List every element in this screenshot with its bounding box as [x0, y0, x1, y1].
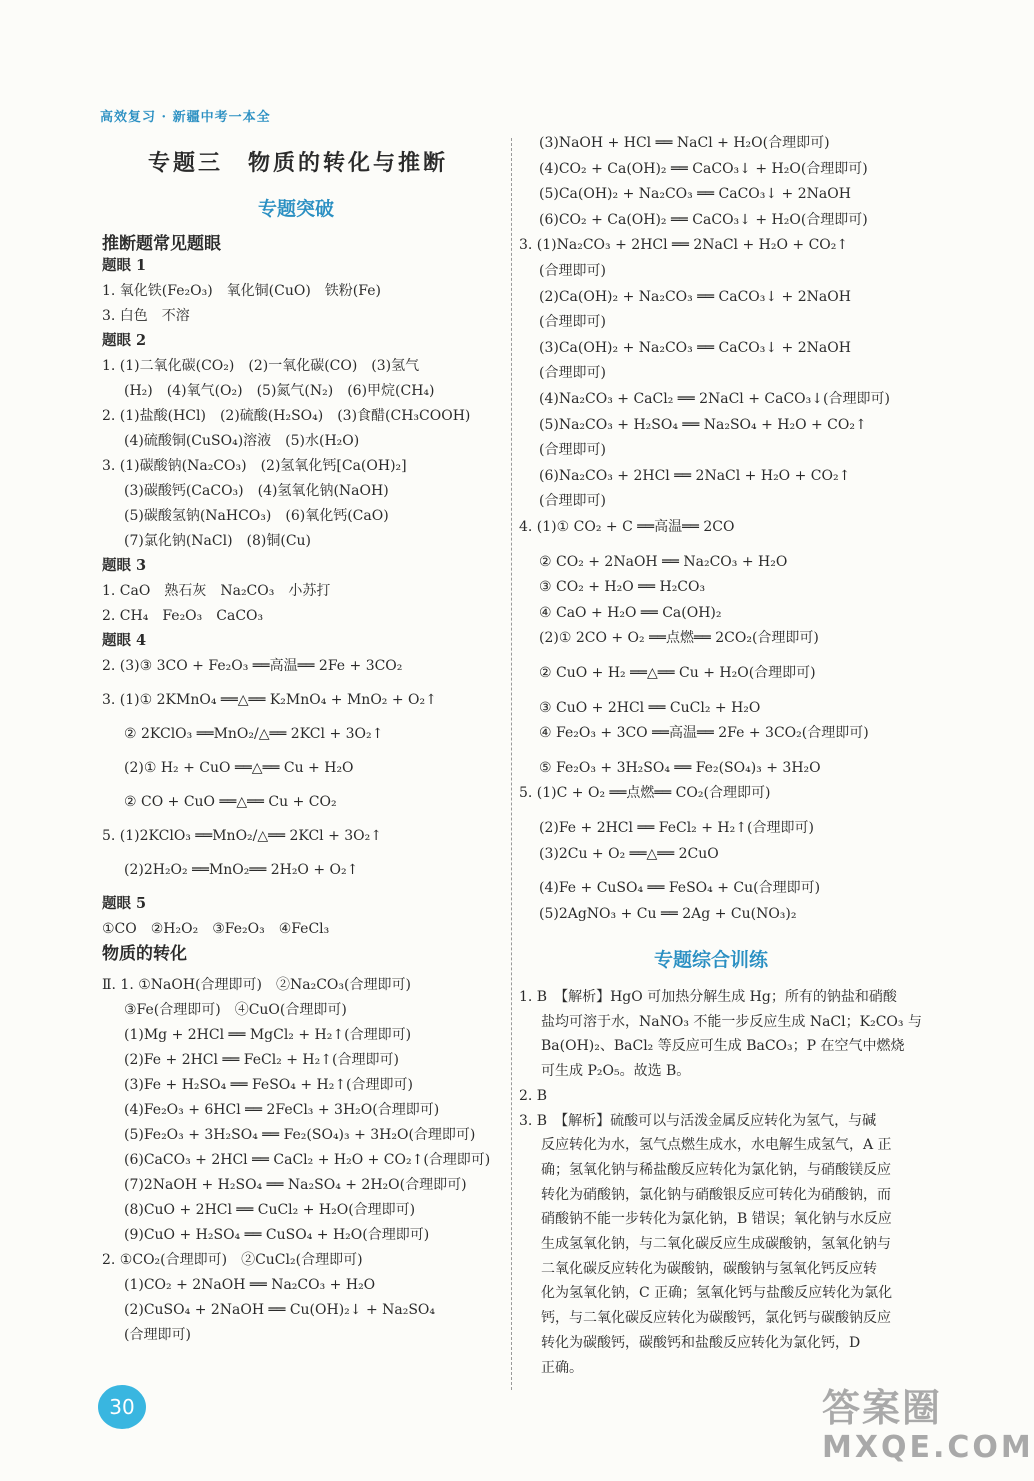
right-lines-item: (6)Na₂CO₃ + 2HCl ══ 2NaCl + H₂O + CO₂↑ — [539, 467, 851, 484]
right-lines-item: (合理即可) — [539, 442, 606, 459]
right-lines-item: ③ CO₂ + H₂O ══ H₂CO₃ — [539, 579, 706, 596]
left-lines-item: Ⅱ. 1. ①NaOH(合理即可) ②Na₂CO₃(合理即可) — [102, 977, 411, 993]
training-lines-item: Ba(OH)₂、BaCl₂ 等反应可生成 BaCO₃；P 在空气中燃烧 — [541, 1038, 905, 1055]
left-lines-item: 5. (1)2KClO₃ ══MnO₂/△══ 2KCl + 3O₂↑ — [102, 828, 382, 844]
left-lines-item: 物质的转化 — [102, 944, 187, 964]
right-lines-item: (合理即可) — [539, 314, 606, 331]
left-lines-item: 1. 氧化铁(Fe₂O₃) 氧化铜(CuO) 铁粉(Fe) — [102, 283, 381, 299]
training-lines-item: 反应转化为水，氢气点燃生成水，水电解生成氢气，A 正 — [541, 1137, 892, 1154]
left-lines-item: 3. 白色 不溶 — [102, 308, 190, 324]
right-lines-item: (4)Na₂CO₃ + CaCl₂ ══ 2NaCl + CaCO₃↓(合理即可) — [539, 391, 890, 407]
training-lines-item: 生成氢氧化钠，与二氧化碳反应生成碳酸钠，氢氧化钠与 — [541, 1236, 891, 1252]
left-lines-item: (5)Fe₂O₃ + 3H₂SO₄ ══ Fe₂(SO₄)₃ + 3H₂O(合理即可) — [124, 1127, 476, 1143]
left-lines-item: (7)2NaOH + H₂SO₄ ══ Na₂SO₄ + 2H₂O(合理即可) — [124, 1177, 467, 1193]
training-lines-item: 硝酸钠不能一步转化为氯化钠，B 错误；氧化钠与水反应 — [541, 1211, 892, 1228]
left-lines-item: 2. CH₄ Fe₂O₃ CaCO₃ — [102, 608, 264, 624]
left-lines-item: (7)氯化钠(NaCl) (8)铜(Cu) — [124, 533, 312, 549]
right-lines-item: (6)CO₂ + Ca(OH)₂ ══ CaCO₃↓ + H₂O(合理即可) — [539, 211, 868, 228]
left-lines-item: (2)2H₂O₂ ══MnO₂══ 2H₂O + O₂↑ — [124, 862, 359, 878]
right-lines-item: ② CuO + H₂ ══△══ Cu + H₂O(合理即可) — [539, 665, 816, 681]
left-lines-item: 2. (1)盐酸(HCl) (2)硫酸(H₂SO₄) (3)食醋(CH₃COOH) — [102, 408, 471, 424]
right-lines-item: ④ CaO + H₂O ══ Ca(OH)₂ — [539, 604, 722, 621]
left-lines-item: ①CO ②H₂O₂ ③Fe₂O₃ ④FeCl₃ — [102, 921, 330, 937]
left-lines-item: (5)碳酸氢钠(NaHCO₃) (6)氧化钙(CaO) — [124, 508, 389, 524]
left-lines-item: 2. ①CO₂(合理即可) ②CuCl₂(合理即可) — [102, 1252, 363, 1268]
right-lines-item: ⑤ Fe₂O₃ + 3H₂SO₄ ══ Fe₂(SO₄)₃ + 3H₂O — [539, 759, 821, 776]
right-lines-item: (合理即可) — [539, 365, 606, 382]
right-lines-item: (5)2AgNO₃ + Cu ══ 2Ag + Cu(NO₃)₂ — [539, 905, 797, 922]
left-lines-item: 题眼 5 — [102, 895, 147, 912]
left-lines-item: 3. (1)碳酸钠(Na₂CO₃) (2)氢氧化钙[Ca(OH)₂] — [102, 458, 407, 474]
left-lines-item: (1)CO₂ + 2NaOH ══ Na₂CO₃ + H₂O — [124, 1277, 376, 1293]
left-lines-item: (8)CuO + 2HCl ══ CuCl₂ + H₂O(合理即可) — [124, 1202, 416, 1218]
right-lines-item: (4)CO₂ + Ca(OH)₂ ══ CaCO₃↓ + H₂O(合理即可) — [539, 160, 868, 177]
right-lines-item: ③ CuO + 2HCl ══ CuCl₂ + H₂O — [539, 699, 761, 716]
right-lines-item: ④ Fe₂O₃ + 3CO ══高温══ 2Fe + 3CO₂(合理即可) — [539, 725, 869, 742]
right-lines-item: (5)Na₂CO₃ + H₂SO₄ ══ Na₂SO₄ + H₂O + CO₂↑ — [539, 416, 867, 433]
left-lines-item: 题眼 1 — [102, 257, 147, 274]
left-lines-item: 1. CaO 熟石灰 Na₂CO₃ 小苏打 — [102, 583, 331, 599]
right-lines-item: (2)Fe + 2HCl ══ FeCl₂ + H₂↑(合理即可) — [539, 820, 814, 836]
right-lines-item: (2)Ca(OH)₂ + Na₂CO₃ ══ CaCO₃↓ + 2NaOH — [539, 288, 851, 305]
training-lines-item: 3. B 【解析】硫酸可以与活泼金属反应转化为氢气，与碱 — [519, 1112, 877, 1129]
left-lines-item: (H₂) (4)氧气(O₂) (5)氮气(N₂) (6)甲烷(CH₄) — [124, 383, 435, 399]
left-lines-item: (2)CuSO₄ + 2NaOH ══ Cu(OH)₂↓ + Na₂SO₄ — [124, 1302, 436, 1318]
watermark-text: 答案圈 — [822, 1386, 943, 1430]
left-lines-item: 3. (1)① 2KMnO₄ ══△══ K₂MnO₄ + MnO₂ + O₂↑ — [102, 692, 437, 708]
left-lines-item: (1)Mg + 2HCl ══ MgCl₂ + H₂↑(合理即可) — [124, 1027, 412, 1043]
training-lines-item: 正确。 — [541, 1359, 583, 1376]
left-lines-item: 1. (1)二氧化碳(CO₂) (2)一氧化碳(CO) (3)氢气 — [102, 358, 420, 374]
right-lines-item: (2)① 2CO + O₂ ══点燃══ 2CO₂(合理即可) — [539, 630, 819, 647]
left-lines-item: (4)硫酸铜(CuSO₄)溶液 (5)水(H₂O) — [124, 433, 360, 449]
right-lines-item: (3)2Cu + O₂ ══△══ 2CuO — [539, 845, 719, 862]
right-lines-item: (5)Ca(OH)₂ + Na₂CO₃ ══ CaCO₃↓ + 2NaOH — [539, 186, 851, 203]
right-lines-item: 3. (1)Na₂CO₃ + 2HCl ══ 2NaCl + H₂O + CO₂↑ — [519, 237, 849, 254]
right-lines-item: 4. (1)① CO₂ + C ══高温══ 2CO — [519, 519, 735, 535]
left-lines-item: (2)Fe + 2HCl ══ FeCl₂ + H₂↑(合理即可) — [124, 1052, 399, 1068]
training-lines-item: 2. B — [519, 1087, 548, 1104]
left-lines-item: 题眼 2 — [102, 332, 147, 349]
page-number: 30 — [109, 1395, 135, 1419]
left-lines-item: (3)Fe + H₂SO₄ ══ FeSO₄ + H₂↑(合理即可) — [124, 1077, 413, 1093]
training-lines-item: 化为氢氧化钠，C 正确；氢氧化钙与盐酸反应转化为氯化 — [541, 1285, 893, 1302]
right-lines-item: ② CO₂ + 2NaOH ══ Na₂CO₃ + H₂O — [539, 553, 788, 570]
training-lines-item: 盐均可溶于水，NaNO₃ 不能一步反应生成 NaCl；K₂CO₃ 与 — [541, 1013, 922, 1030]
watermark-url: MXQE.COM — [822, 1430, 1034, 1465]
left-lines-item: ② CO + CuO ══△══ Cu + CO₂ — [124, 794, 337, 810]
left-lines-item: (6)CaCO₃ + 2HCl ══ CaCl₂ + H₂O + CO₂↑(合理即可) — [124, 1152, 491, 1168]
section-title-training: 专题综合训练 — [654, 949, 769, 971]
column-divider — [511, 138, 512, 1390]
right-lines-item: (3)NaOH + HCl ══ NaCl + H₂O(合理即可) — [539, 135, 830, 151]
left-lines-item: (9)CuO + H₂SO₄ ══ CuSO₄ + H₂O(合理即可) — [124, 1227, 430, 1243]
page-title: 专题三 物质的转化与推断 — [148, 150, 449, 176]
right-lines-item: 5. (1)C + O₂ ══点燃══ CO₂(合理即可) — [519, 785, 771, 802]
right-lines-item: (合理即可) — [539, 263, 606, 279]
left-lines-item: (2)① H₂ + CuO ══△══ Cu + H₂O — [124, 760, 354, 776]
left-lines-item: 题眼 3 — [102, 557, 147, 574]
training-lines-item: 确；氢氧化钠与稀盐酸反应转化为氯化钠，与硝酸镁反应 — [541, 1161, 891, 1178]
training-lines-item: 转化为硝酸钠，氯化钠与硝酸银反应可转化为硝酸钠，而 — [541, 1186, 891, 1203]
section-title-breakthrough: 专题突破 — [258, 198, 335, 220]
training-lines-item: 1. B 【解析】HgO 可加热分解生成 Hg；所有的钠盐和硝酸 — [519, 989, 897, 1005]
training-lines-item: 钙，与二氧化碳反应转化为碳酸钙，氯化钙与碳酸钠反应 — [541, 1310, 891, 1327]
subsection-title: 推断题常见题眼 — [102, 234, 221, 254]
page-number-badge — [98, 1385, 146, 1429]
watermark-logo — [822, 1385, 1034, 1471]
right-lines-item: (合理即可) — [539, 493, 606, 510]
left-lines-item: (合理即可) — [124, 1327, 191, 1343]
right-lines-item: (4)Fe + CuSO₄ ══ FeSO₄ + Cu(合理即可) — [539, 880, 821, 897]
left-lines-item: (4)Fe₂O₃ + 6HCl ══ 2FeCl₃ + 3H₂O(合理即可) — [124, 1102, 440, 1118]
running-header: 高效复习 · 新疆中考一本全 — [100, 110, 271, 125]
left-lines-item: ② 2KClO₃ ══MnO₂/△══ 2KCl + 3O₂↑ — [124, 726, 384, 742]
right-lines-item: (3)Ca(OH)₂ + Na₂CO₃ ══ CaCO₃↓ + 2NaOH — [539, 339, 851, 356]
left-lines-item: 题眼 4 — [102, 632, 147, 649]
training-lines-item: 二氧化碳反应转化为碳酸钠，碳酸钠与氢氧化钙反应转 — [541, 1260, 877, 1277]
left-lines-item: ③Fe(合理即可) ④CuO(合理即可) — [124, 1002, 347, 1018]
training-lines-item: 可生成 P₂O₅。故选 B。 — [541, 1063, 691, 1080]
left-lines-item: (3)碳酸钙(CaCO₃) (4)氢氧化钠(NaOH) — [124, 483, 389, 499]
training-lines-item: 转化为碳酸钙，碳酸钙和盐酸反应转化为氯化钙，D — [541, 1334, 861, 1351]
left-lines-item: 2. (3)③ 3CO + Fe₂O₃ ══高温══ 2Fe + 3CO₂ — [102, 658, 403, 674]
